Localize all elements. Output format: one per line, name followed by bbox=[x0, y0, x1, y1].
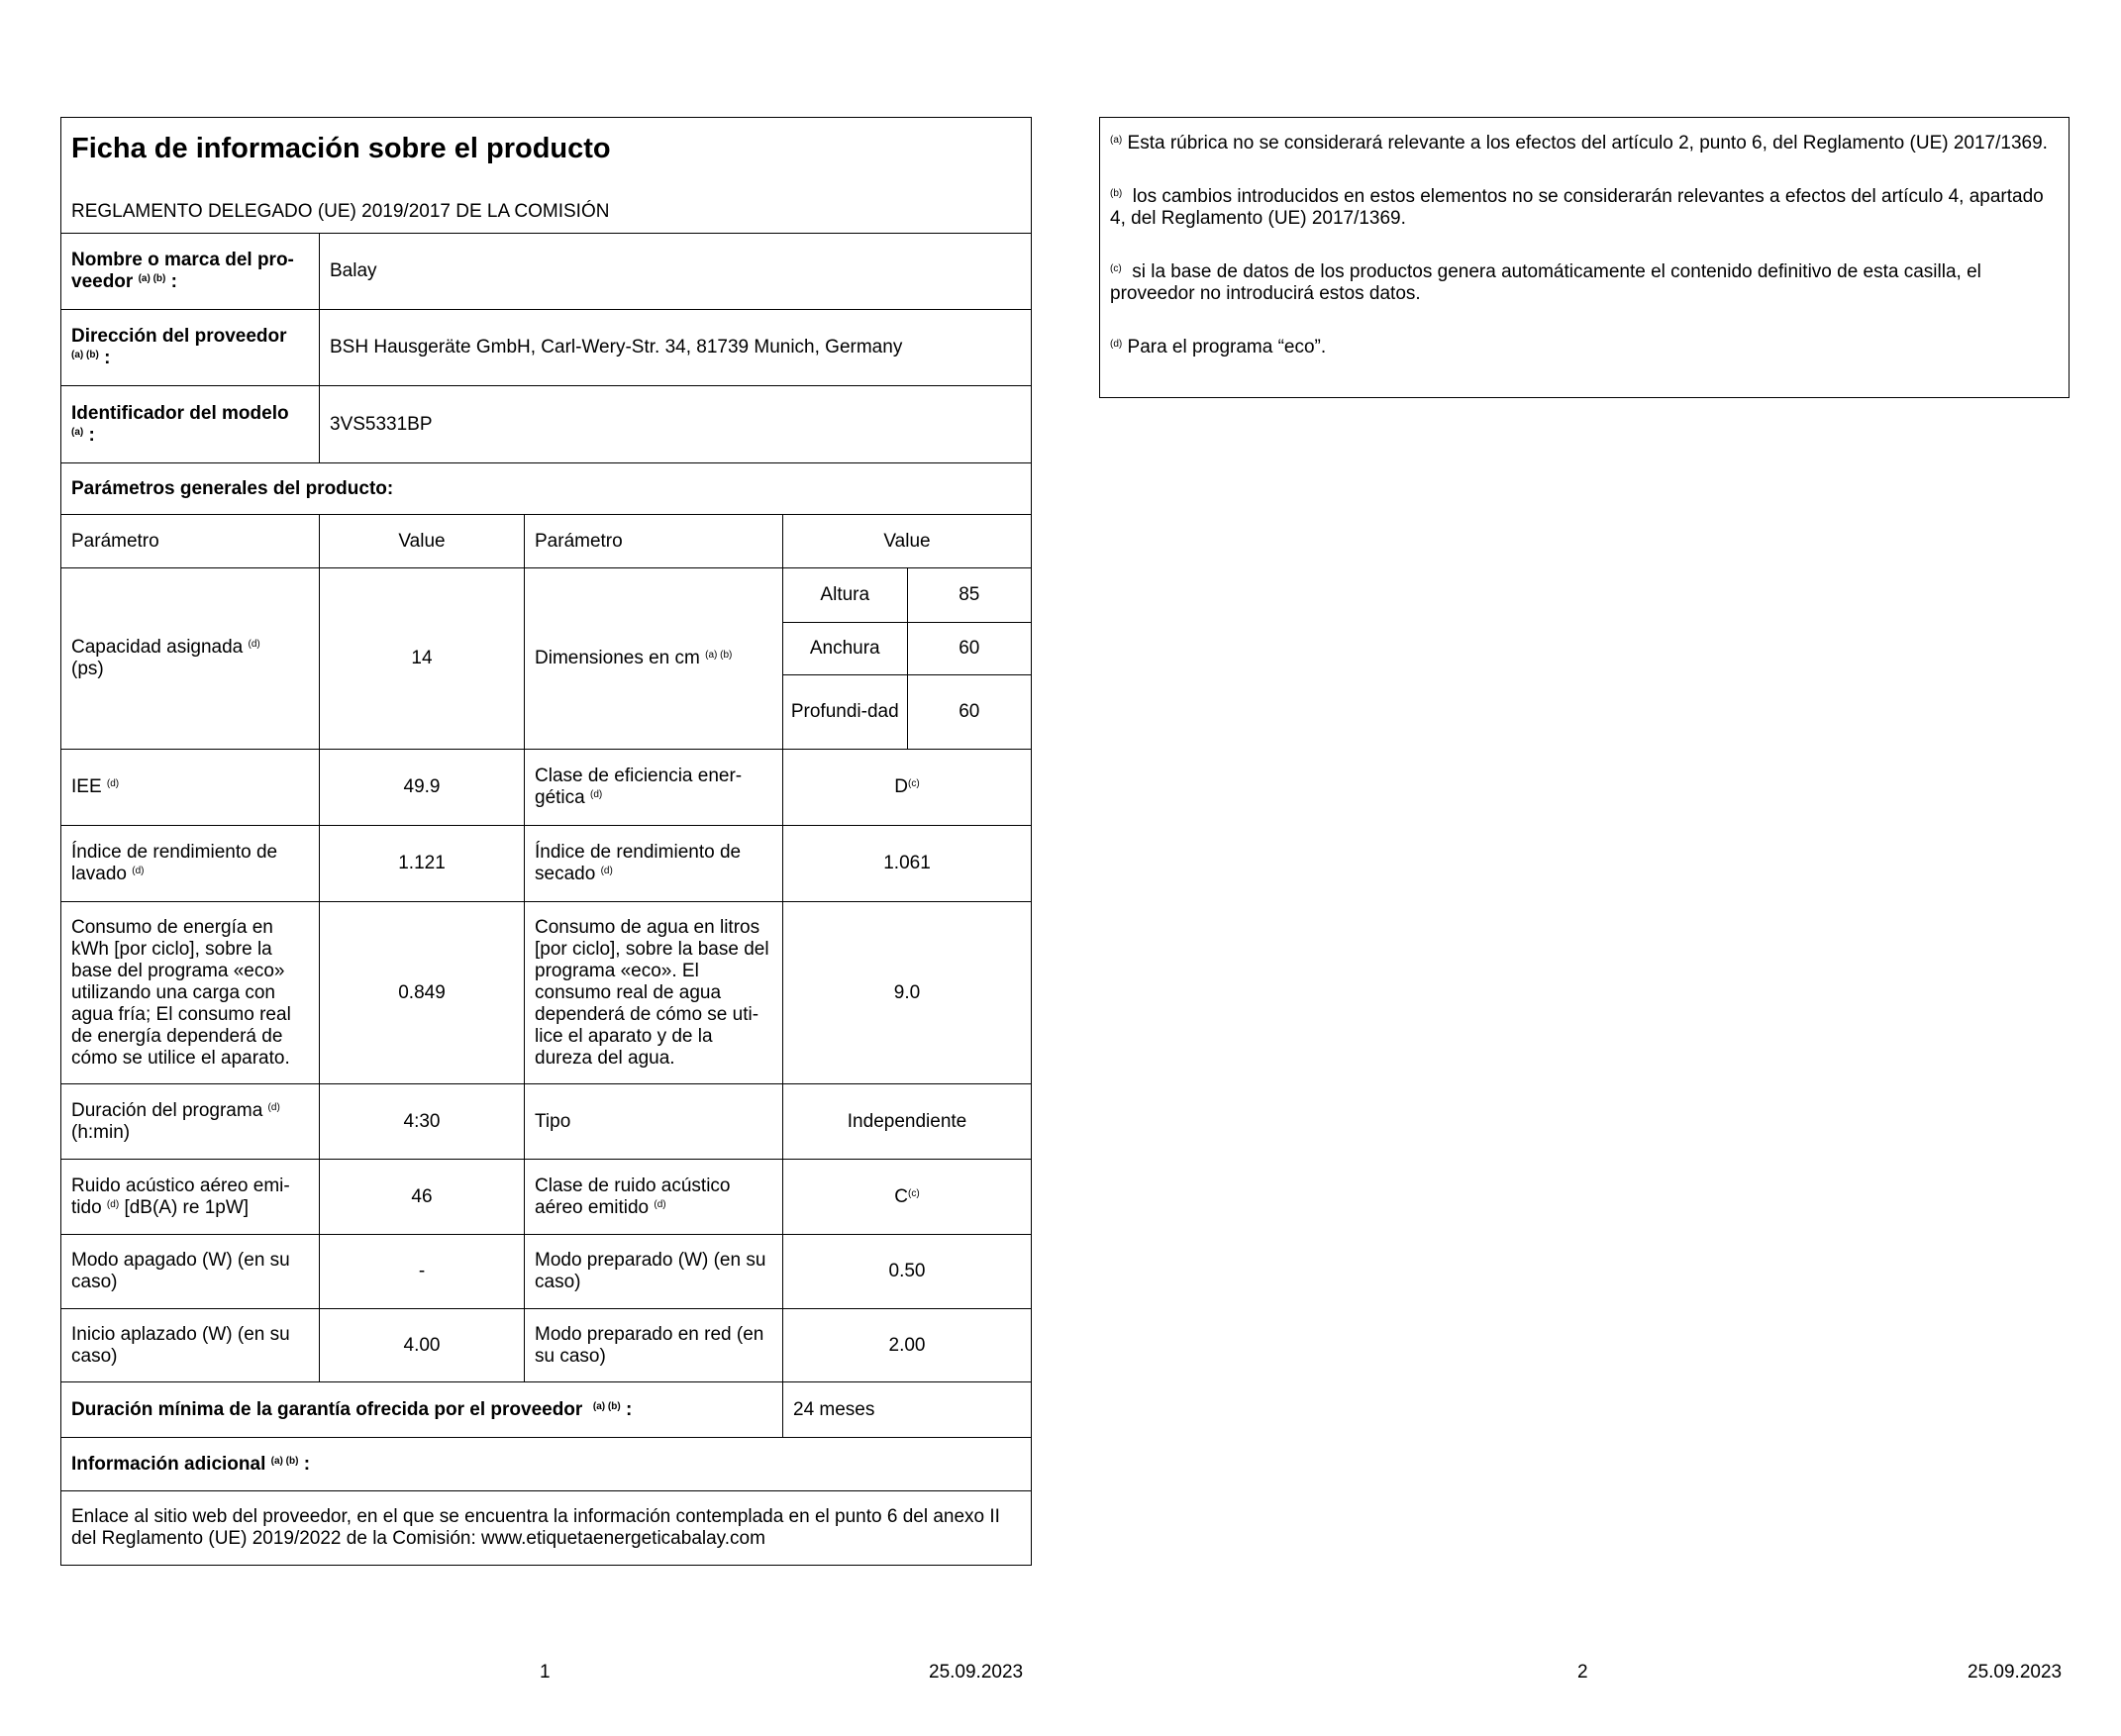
standby-mode-label: Modo preparado (W) (en su caso) bbox=[525, 1235, 783, 1309]
warranty-value: 24 meses bbox=[783, 1382, 1032, 1438]
page-number-2: 2 bbox=[1577, 1662, 1588, 1683]
footnote-b: $^{(b)}$ los cambios introducidos en estos elementos no se considerarán relevantes a efectos del artículo 4, apartado 4, del Reglamento (UE) 2017/1369. bbox=[1110, 186, 2044, 229]
title-cell bbox=[61, 118, 1032, 234]
additional-info-label: Información adicional $^{(a) (b)}$ : bbox=[61, 1438, 1032, 1491]
height-value: 85 bbox=[907, 568, 1031, 622]
supplier-name-label: Nombre o marca del pro-veedor $^{(a) (b)}$ : bbox=[61, 234, 320, 310]
noise-class-value: C$^{(c)}$ bbox=[783, 1160, 1032, 1235]
type-value: Independiente bbox=[783, 1084, 1032, 1160]
footnote-a: $^{(a)}$ Esta rúbrica no se considerará relevante a los efectos del artículo 2, punto 6, del Reglamento (UE) 2017/1369. bbox=[1110, 133, 2048, 153]
model-id-label: Identificador del modelo $^{(a)}$ : bbox=[61, 386, 320, 463]
dimensions-label: Dimensiones en cm $^{(a) (b)}$ bbox=[525, 568, 783, 750]
page-number-1: 1 bbox=[540, 1662, 551, 1683]
cleaning-index-label: Índice de rendimiento de lavado $^{(d)}$ bbox=[61, 826, 320, 902]
height-label: Altura bbox=[783, 568, 907, 622]
energy-class-label: Clase de eficiencia ener-gética $^{(d)}$ bbox=[525, 750, 783, 826]
standby-mode-value: 0.50 bbox=[783, 1235, 1032, 1309]
noise-label: Ruido acústico aéreo emi-tido $^{(d)}$ [dB(A) re 1pW] bbox=[61, 1160, 320, 1235]
model-id-value: 3VS5331BP bbox=[320, 386, 1032, 463]
dimensions-values bbox=[783, 568, 1032, 750]
page-date-1: 25.09.2023 bbox=[929, 1662, 1024, 1683]
noise-value: 46 bbox=[320, 1160, 525, 1235]
drying-index-label: Índice de rendimiento de secado $^{(d)}$ bbox=[525, 826, 783, 902]
type-label: Tipo bbox=[525, 1084, 783, 1160]
eei-label: IEE $^{(d)}$ bbox=[61, 750, 320, 826]
program-duration-label: Duración del programa $^{(d)}$ (h:min) bbox=[61, 1084, 320, 1160]
supplier-address-label: Dirección del proveedor $^{(a) (b)}$ : bbox=[61, 310, 320, 386]
col-header-param-1: Parámetro bbox=[61, 515, 320, 568]
program-duration-value: 4:30 bbox=[320, 1084, 525, 1160]
energy-consumption-label: Consumo de energía en kWh [por ciclo], sobre la base del programa «eco» utilizando una carga con agua fría; El consumo real de energía dependerá de cómo se utilice el aparato. bbox=[61, 902, 320, 1084]
water-consumption-label: Consumo de agua en litros [por ciclo], sobre la base del programa «eco». El consumo real de agua dependerá de cómo se uti-lice el aparato y de la dureza del agua. bbox=[525, 902, 783, 1084]
supplier-name-value: Balay bbox=[320, 234, 1032, 310]
network-standby-value: 2.00 bbox=[783, 1309, 1032, 1382]
depth-label: Profundi-dad bbox=[783, 674, 907, 749]
depth-value: 60 bbox=[959, 700, 980, 722]
drying-index-value: 1.061 bbox=[783, 826, 1032, 902]
eei-value: 49.9 bbox=[320, 750, 525, 826]
warranty-label: Duración mínima de la garantía ofrecida por el proveedor $^{(a) (b)}$ : bbox=[61, 1382, 783, 1438]
supplier-address-value: BSH Hausgeräte GmbH, Carl-Wery-Str. 34, 81739 Munich, Germany bbox=[320, 310, 1032, 386]
delay-start-label: Inicio aplazado (W) (en su caso) bbox=[61, 1309, 320, 1382]
col-header-param-2: Parámetro bbox=[525, 515, 783, 568]
col-header-value-1: Value bbox=[320, 515, 525, 568]
dimensions-table bbox=[783, 568, 1031, 749]
supplier-website-info: Enlace al sitio web del proveedor, en el que se encuentra la información contemplada en el punto 6 del anexo II del Reglamento (UE) 2019/2022 de la Comisión: www.etiquetaenergeticabalay.com bbox=[61, 1491, 1032, 1566]
general-params-heading: Parámetros generales del producto: bbox=[61, 463, 1032, 515]
product-info-sheet bbox=[60, 117, 1032, 1566]
footnotes-box bbox=[1099, 117, 2070, 398]
width-label: Anchura bbox=[783, 622, 907, 674]
footnote-d: $^{(d)}$ Para el programa “eco”. bbox=[1110, 337, 1327, 357]
water-consumption-value: 9.0 bbox=[783, 902, 1032, 1084]
width-value: 60 bbox=[907, 622, 1031, 674]
regulation-title: REGLAMENTO DELEGADO (UE) 2019/2017 DE LA COMISIÓN bbox=[71, 201, 610, 222]
footnote-c: $^{(c)}$ si la base de datos de los productos genera automáticamente el contenido definitivo de esta casilla, el proveedor no introducirá estos datos. bbox=[1110, 261, 1981, 304]
col-header-value-2: Value bbox=[783, 515, 1032, 568]
page-date-2: 25.09.2023 bbox=[1968, 1662, 2063, 1683]
capacity-value: 14 bbox=[320, 568, 525, 750]
cleaning-index-value: 1.121 bbox=[320, 826, 525, 902]
capacity-label: Capacidad asignada $^{(d)}$ (ps) bbox=[61, 568, 320, 750]
energy-class-value: D$^{(c)}$ bbox=[783, 750, 1032, 826]
off-mode-value: - bbox=[320, 1235, 525, 1309]
delay-start-value: 4.00 bbox=[320, 1309, 525, 1382]
energy-consumption-value: 0.849 bbox=[320, 902, 525, 1084]
noise-class-label: Clase de ruido acústico aéreo emitido $^{(d)}$ bbox=[525, 1160, 783, 1235]
off-mode-label: Modo apagado (W) (en su caso) bbox=[61, 1235, 320, 1309]
sheet-title: Ficha de información sobre el producto bbox=[71, 133, 611, 164]
network-standby-label: Modo preparado en red (en su caso) bbox=[525, 1309, 783, 1382]
